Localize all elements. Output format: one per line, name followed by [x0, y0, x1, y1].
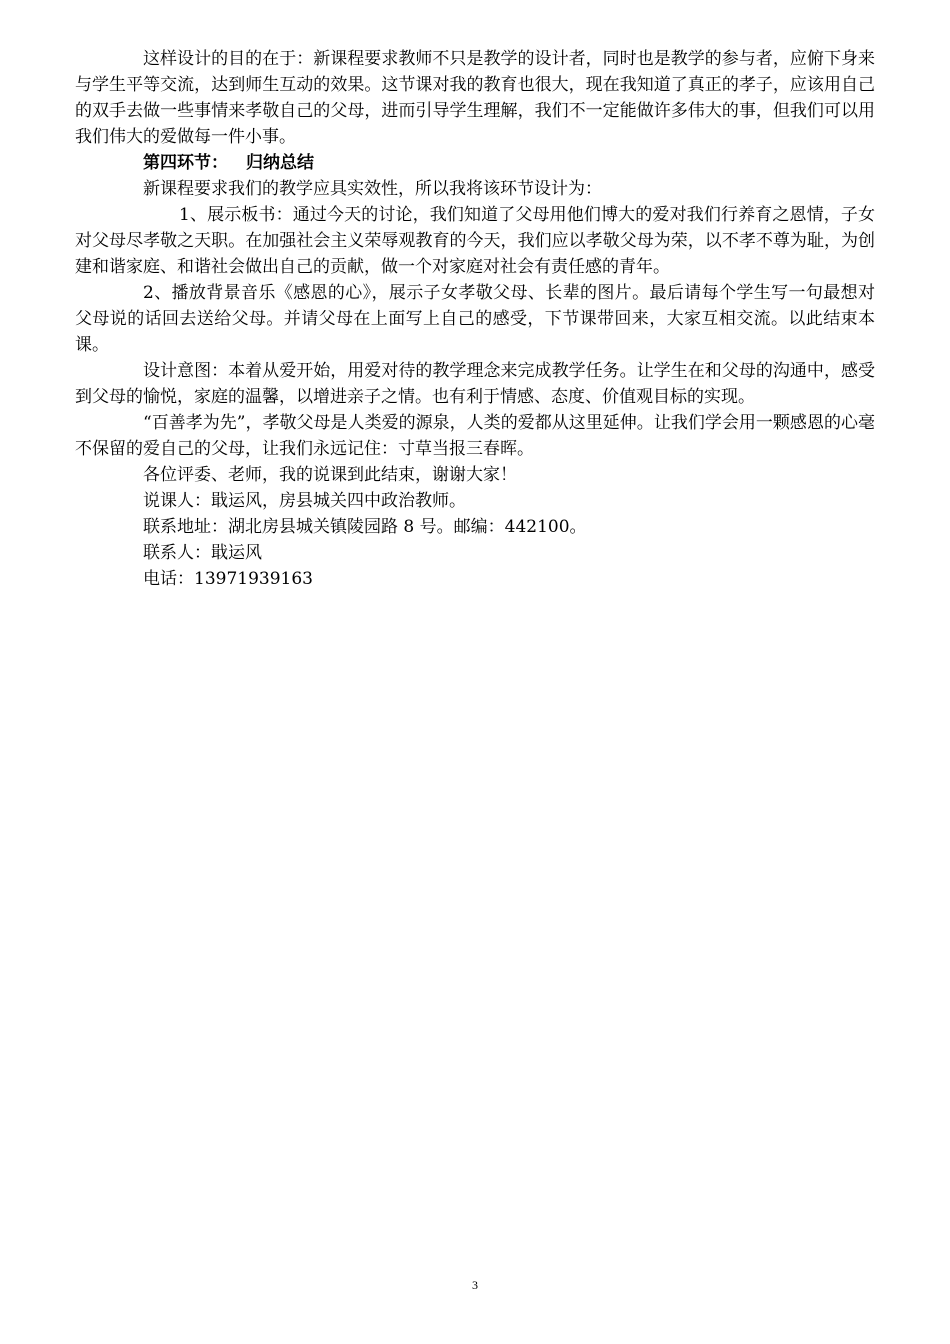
- paragraph-intro: 新课程要求我们的教学应具实效性，所以我将该环节设计为：: [143, 179, 602, 199]
- paragraph-filial-piety: “百善孝为先”，孝敬父母是人类爱的源泉，人类的爱都从这里延伸。让我们学会用一颗感恩的心毫不保留的爱自己的父母，让我们永远记住：寸草当报三春晖。: [75, 413, 875, 459]
- page-number: 3: [472, 1278, 478, 1292]
- section-subtitle: 归纳总结: [246, 153, 314, 173]
- paragraph-design-intent: 设计意图：本着从爱开始，用爱对待的教学理念来完成教学任务。让学生在和父母的沟通中，感受到父母的愉悦，家庭的温馨，以增进亲子之情。也有利于情感、态度、价值观目标的实现。: [75, 361, 875, 407]
- paragraph-closing: 各位评委、老师，我的说课到此结束，谢谢大家！: [143, 465, 517, 485]
- section-heading: [75, 150, 875, 176]
- paragraph-phone: 电话：13971939163: [143, 569, 313, 589]
- paragraph-blackboard: 1、展示板书：通过今天的讨论，我们知道了父母用他们博大的爱对我们行养育之恩情，子女对父母尽孝敬之天职。在加强社会主义荣辱观教育的今天，我们应以孝敬父母为荣，以不孝不尊为耻，为创建和谐家庭、和谐社会做出自己的贡献，做一个对家庭对社会有责任感的青年。: [75, 205, 875, 277]
- paragraph-speaker: 说课人：戢运风，房县城关四中政治教师。: [143, 491, 466, 511]
- paragraph-address: 联系地址：湖北房县城关镇陵园路 8 号。邮编：442100。: [143, 517, 587, 537]
- section-title: 第四环节：: [143, 153, 228, 173]
- paragraph-music: 2、播放背景音乐《感恩的心》，展示子女孝敬父母、长辈的图片。最后请每个学生写一句最想对父母说的话回去送给父母。并请父母在上面写上自己的感受，下节课带回来，大家互相交流。以此结束本课。: [75, 283, 875, 355]
- paragraph-contact: 联系人：戢运风: [143, 543, 262, 563]
- paragraph-design-purpose: 这样设计的目的在于：新课程要求教师不只是教学的设计者，同时也是教学的参与者，应俯下身来与学生平等交流，达到师生互动的效果。这节课对我的教育也很大，现在我知道了真正的孝子，应该用自己的双手去做一些事情来孝敬自己的父母，进而引导学生理解，我们不一定能做许多伟大的事，但我们可以用我们伟大的爱做每一件小事。: [75, 49, 875, 147]
- document-page: [75, 46, 875, 592]
